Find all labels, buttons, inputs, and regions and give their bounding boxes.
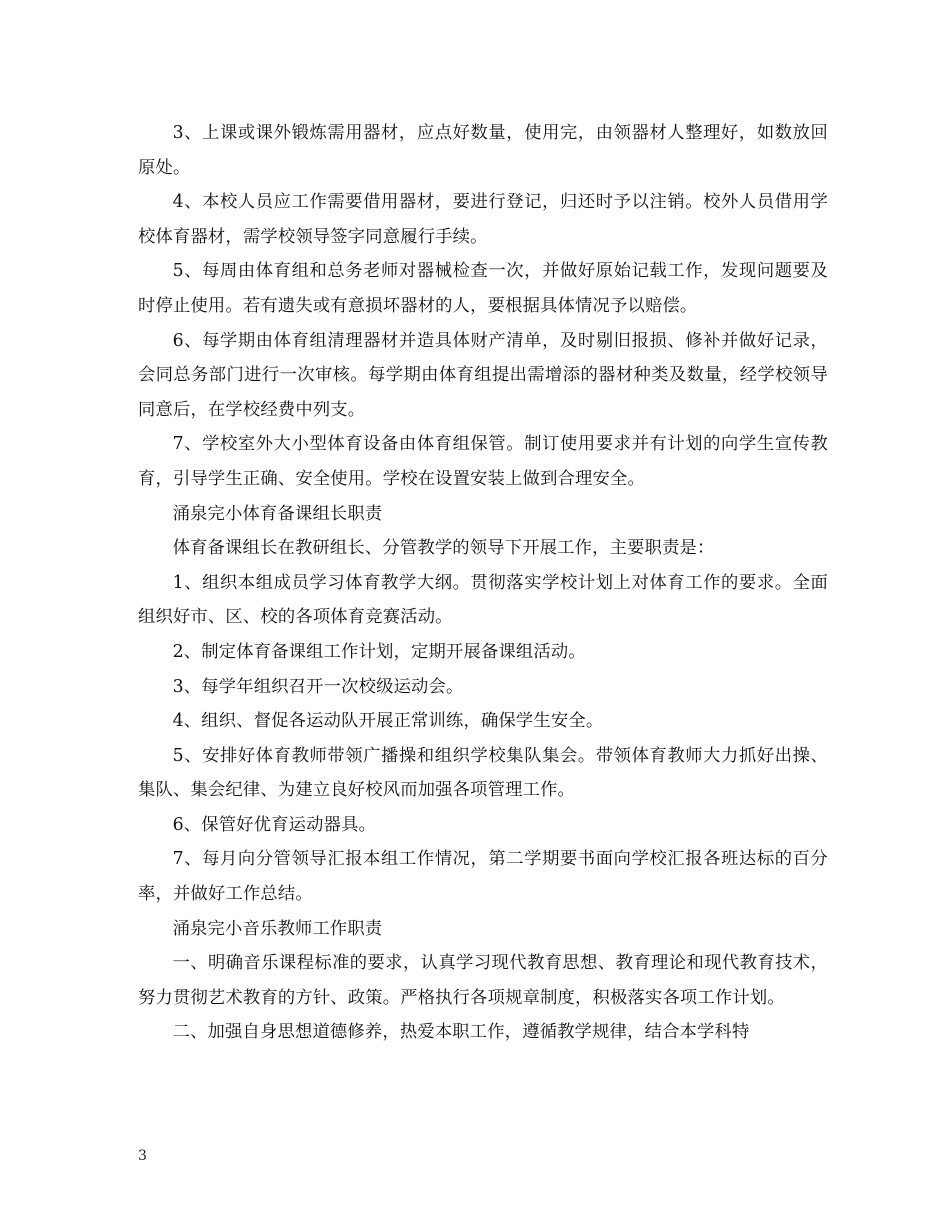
paragraph: 3、每学年组织召开一次校级运动会。 (172, 676, 464, 697)
section-heading: 涌泉完小音乐教师工作职责 (172, 918, 383, 939)
paragraph: 一、明确音乐课程标准的要求，认真学习现代教育思想、教育理论和现代教育技术，努力贯彻艺术教育的方针、政策。严格执行各项规章制度，积极落实各项工作计划。 (138, 953, 828, 1008)
paragraph: 6、每学期由体育组清理器材并造具体财产清单，及时剔旧报损、修补并做好记录，会同总务部门进行一次审核。每学期由体育组提出需增添的器材种类及数量，经学校领导同意后，在学校经费中列支。 (138, 330, 828, 420)
paragraph: 6、保管好优育运动器具。 (172, 814, 377, 835)
paragraph: 5、安排好体育教师带领广播操和组织学校集队集会。带领体育教师大力抓好出操、集队、集会纪律、为建立良好校风而加强各项管理工作。 (138, 745, 828, 801)
paragraph: 4、组织、督促各运动队开展正常训练，确保学生安全。 (172, 711, 604, 732)
paragraph: 7、每月向分管领导汇报本组工作情况，第二学期要书面向学校汇报各班达标的百分率，并做好工作总结。 (138, 849, 828, 905)
document-body (138, 116, 828, 1050)
paragraph: 4、本校人员应工作需要借用器材，要进行登记，归还时予以注销。校外人员借用学校体育器材，需学校领导签字同意履行手续。 (138, 192, 828, 247)
section-heading: 涌泉完小体育备课组长职责 (172, 503, 383, 524)
paragraph: 2、制定体育备课组工作计划，定期开展备课组活动。 (172, 641, 586, 662)
paragraph: 体育备课组长在教研组长、分管教学的领导下开展工作，主要职责是： (172, 538, 715, 559)
paragraph: 二、加强自身思想道德修养，热爱本职工作，遵循教学规律，结合本学科特 (172, 1022, 750, 1043)
paragraph: 1、组织本组成员学习体育教学大纲。贯彻落实学校计划上对体育工作的要求。全面组织好市、区、校的各项体育竞赛活动。 (138, 572, 828, 628)
paragraph: 5、每周由体育组和总务老师对器械检查一次，并做好原始记载工作，发现问题要及时停止使用。若有遗失或有意损坏器材的人，要根据具体情况予以赔偿。 (138, 261, 828, 316)
paragraph: 7、学校室外大小型体育设备由体育组保管。制订使用要求并有计划的向学生宣传教育，引导学生正确、安全使用。学校在设置安装上做到合理安全。 (138, 434, 828, 489)
page-number: 3 (138, 1148, 147, 1164)
paragraph: 3、上课或课外锻炼需用器材，应点好数量，使用完，由领器材人整理好，如数放回原处。 (138, 123, 828, 178)
